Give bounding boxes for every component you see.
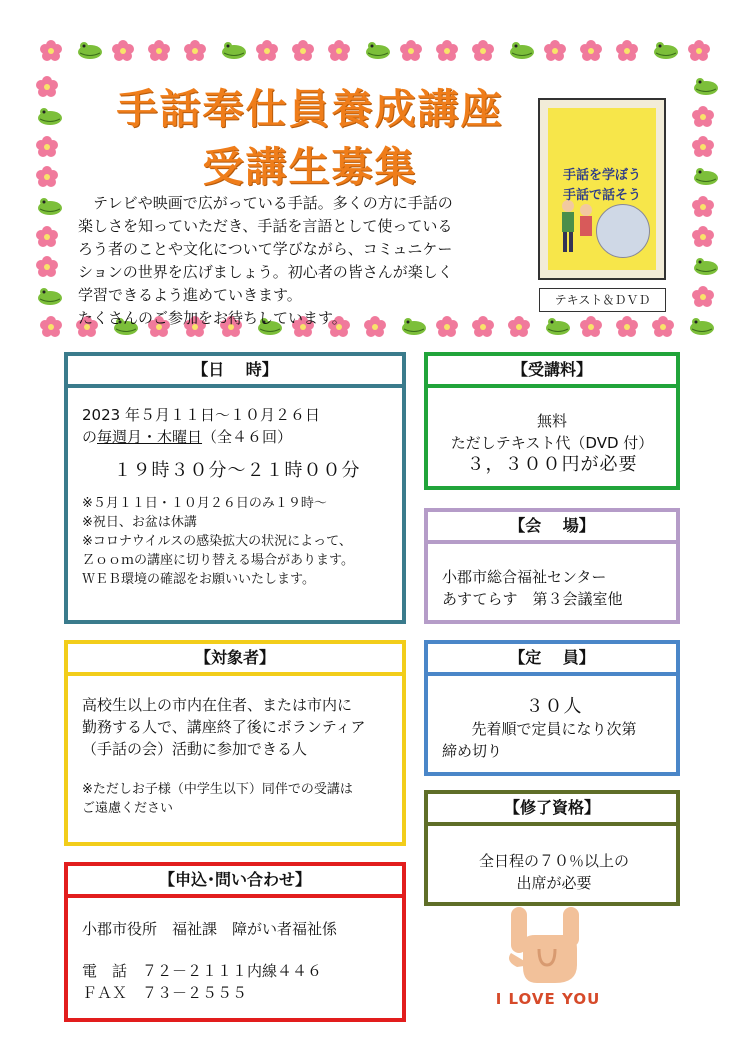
flower-icon <box>544 40 566 62</box>
fee-free: 無料 <box>536 412 567 430</box>
schedule-note: ※５月１１日・１０月２６日のみ１９時～ <box>82 496 327 511</box>
flower-icon <box>328 40 350 62</box>
schedule-time: １９時３０分～２１時００分 <box>113 460 361 481</box>
flower-icon <box>652 316 674 338</box>
capacity-heading: 【定 員】 <box>424 640 680 676</box>
intro-line: 楽しさを知っていただき、手話を言語として使っている <box>78 217 453 235</box>
venue-heading: 【会 場】 <box>424 508 680 544</box>
fee-box <box>424 352 680 490</box>
cover-caption: テキスト＆ＤＶＤ <box>539 288 666 312</box>
fee-heading: 【受講料】 <box>424 352 680 388</box>
eligibility-heading: 【対象者】 <box>64 640 406 676</box>
flower-icon <box>148 40 170 62</box>
frog-icon <box>688 316 716 336</box>
flower-icon <box>616 40 638 62</box>
completion-heading: 【修了資格】 <box>424 790 680 826</box>
flower-icon <box>472 40 494 62</box>
frog-icon <box>508 40 536 60</box>
flower-icon <box>40 316 62 338</box>
frog-icon <box>364 40 392 60</box>
flower-icon <box>692 106 714 128</box>
flower-icon <box>692 136 714 158</box>
frog-icon <box>36 196 64 216</box>
intro-line: たくさんのご参加をお待ちしています。 <box>78 309 347 327</box>
intro-text <box>78 192 533 330</box>
intro-line: ションの世界を広げましょう。初心者の皆さんが楽しく <box>78 263 453 281</box>
flower-icon <box>36 136 58 158</box>
frog-icon <box>220 40 248 60</box>
capacity-box <box>424 640 680 776</box>
flower-icon <box>580 316 602 338</box>
schedule-dates: 2023 年５月１１日～１０月２６日 <box>82 406 320 424</box>
frog-icon <box>692 76 720 96</box>
cover-title-2: 手話で話そう <box>562 188 641 203</box>
flower-icon <box>692 226 714 248</box>
flower-icon <box>36 226 58 248</box>
eligibility-box <box>64 640 406 846</box>
flower-icon <box>692 196 714 218</box>
frog-icon <box>692 256 720 276</box>
schedule-box <box>64 352 406 624</box>
venue-box <box>424 508 680 624</box>
people-illustration-icon <box>556 196 596 256</box>
frog-icon <box>544 316 572 336</box>
contact-box <box>64 862 406 1022</box>
i-love-you-hand-icon <box>503 905 593 987</box>
schedule-note: ※祝日、お盆は休講 <box>82 515 197 530</box>
schedule-note: Ｚｏｏｍの講座に切り替える場合があります。 <box>82 553 354 568</box>
contact-heading: 【申込･問い合わせ】 <box>64 862 406 898</box>
flower-icon <box>436 40 458 62</box>
session-count: （全４６回） <box>202 428 293 446</box>
flower-icon <box>40 40 62 62</box>
schedule-heading: 【日 時】 <box>64 352 406 388</box>
i-love-you-text: I LOVE YOU <box>495 990 601 1008</box>
venue-line-2: あすてらす 第３会議室他 <box>442 590 623 608</box>
frog-icon <box>652 40 680 60</box>
completion-line-2: 出席が必要 <box>516 874 592 892</box>
flower-icon <box>36 166 58 188</box>
fee-amount: ３，３００円が必要 <box>466 454 638 475</box>
intro-line: テレビや映画で広がっている手話。多くの方に手話の <box>78 194 453 212</box>
flower-icon <box>36 256 58 278</box>
schedule-note: ＷＥＢ環境の確認をお願いいたします。 <box>82 572 315 587</box>
textbook-cover-image <box>538 98 666 280</box>
dvd-disc-icon <box>596 204 650 258</box>
title-line-1: 手話奉仕員養成講座 <box>116 85 504 133</box>
flower-icon <box>292 40 314 62</box>
weekly-prefix: の <box>82 428 98 446</box>
title-line-2: 受講生募集 <box>202 143 418 191</box>
intro-line: ろう者のことや文化について学びながら、コミュニケー <box>78 240 453 258</box>
flower-icon <box>580 40 602 62</box>
contact-office: 小郡市役所 福祉課 障がい者福祉係 <box>82 920 338 938</box>
schedule-weekly-line <box>82 426 392 448</box>
frog-icon <box>36 286 64 306</box>
flower-icon <box>36 76 58 98</box>
eligibility-note-1: ※ただしお子様（中学生以下）同伴での受講は <box>82 782 353 797</box>
fee-text-cost: ただしテキスト代（DVD 付） <box>450 434 654 452</box>
frog-icon <box>692 166 720 186</box>
flower-icon <box>616 316 638 338</box>
weekly-days: 毎週月・木曜日 <box>97 428 203 446</box>
eligibility-line: 勤務する人で、講座終了後にボランティア <box>82 718 366 736</box>
capacity-line-2: 先着順で定員になり次第 <box>471 720 637 738</box>
flower-icon <box>692 286 714 308</box>
eligibility-note-2: ご遠慮ください <box>82 801 174 816</box>
completion-box <box>424 790 680 906</box>
cover-background <box>548 108 656 270</box>
capacity-number: ３０人 <box>525 696 583 717</box>
contact-fax: ＦＡＸ ７３－２５５５ <box>82 984 248 1002</box>
venue-line-1: 小郡市総合福祉センター <box>442 568 607 586</box>
frog-icon <box>76 40 104 60</box>
intro-line: 学習できるよう進めていきます。 <box>78 286 302 304</box>
contact-tel: 電 話 ７２－２１１１内線４４６ <box>82 962 323 980</box>
flower-icon <box>688 40 710 62</box>
eligibility-line: （手話の会）活動に参加できる人 <box>82 740 308 758</box>
flower-icon <box>112 40 134 62</box>
flower-icon <box>184 40 206 62</box>
capacity-line-3: 締め切り <box>442 742 503 760</box>
completion-line-1: 全日程の７０％以上の <box>478 852 629 870</box>
flower-icon <box>256 40 278 62</box>
cover-title-1: 手話を学ぼう <box>562 168 641 183</box>
schedule-note: ※コロナウイルスの感染拡大の状況によって、 <box>82 534 352 549</box>
flower-icon <box>400 40 422 62</box>
eligibility-line: 高校生以上の市内在住者、または市内に <box>82 696 353 714</box>
